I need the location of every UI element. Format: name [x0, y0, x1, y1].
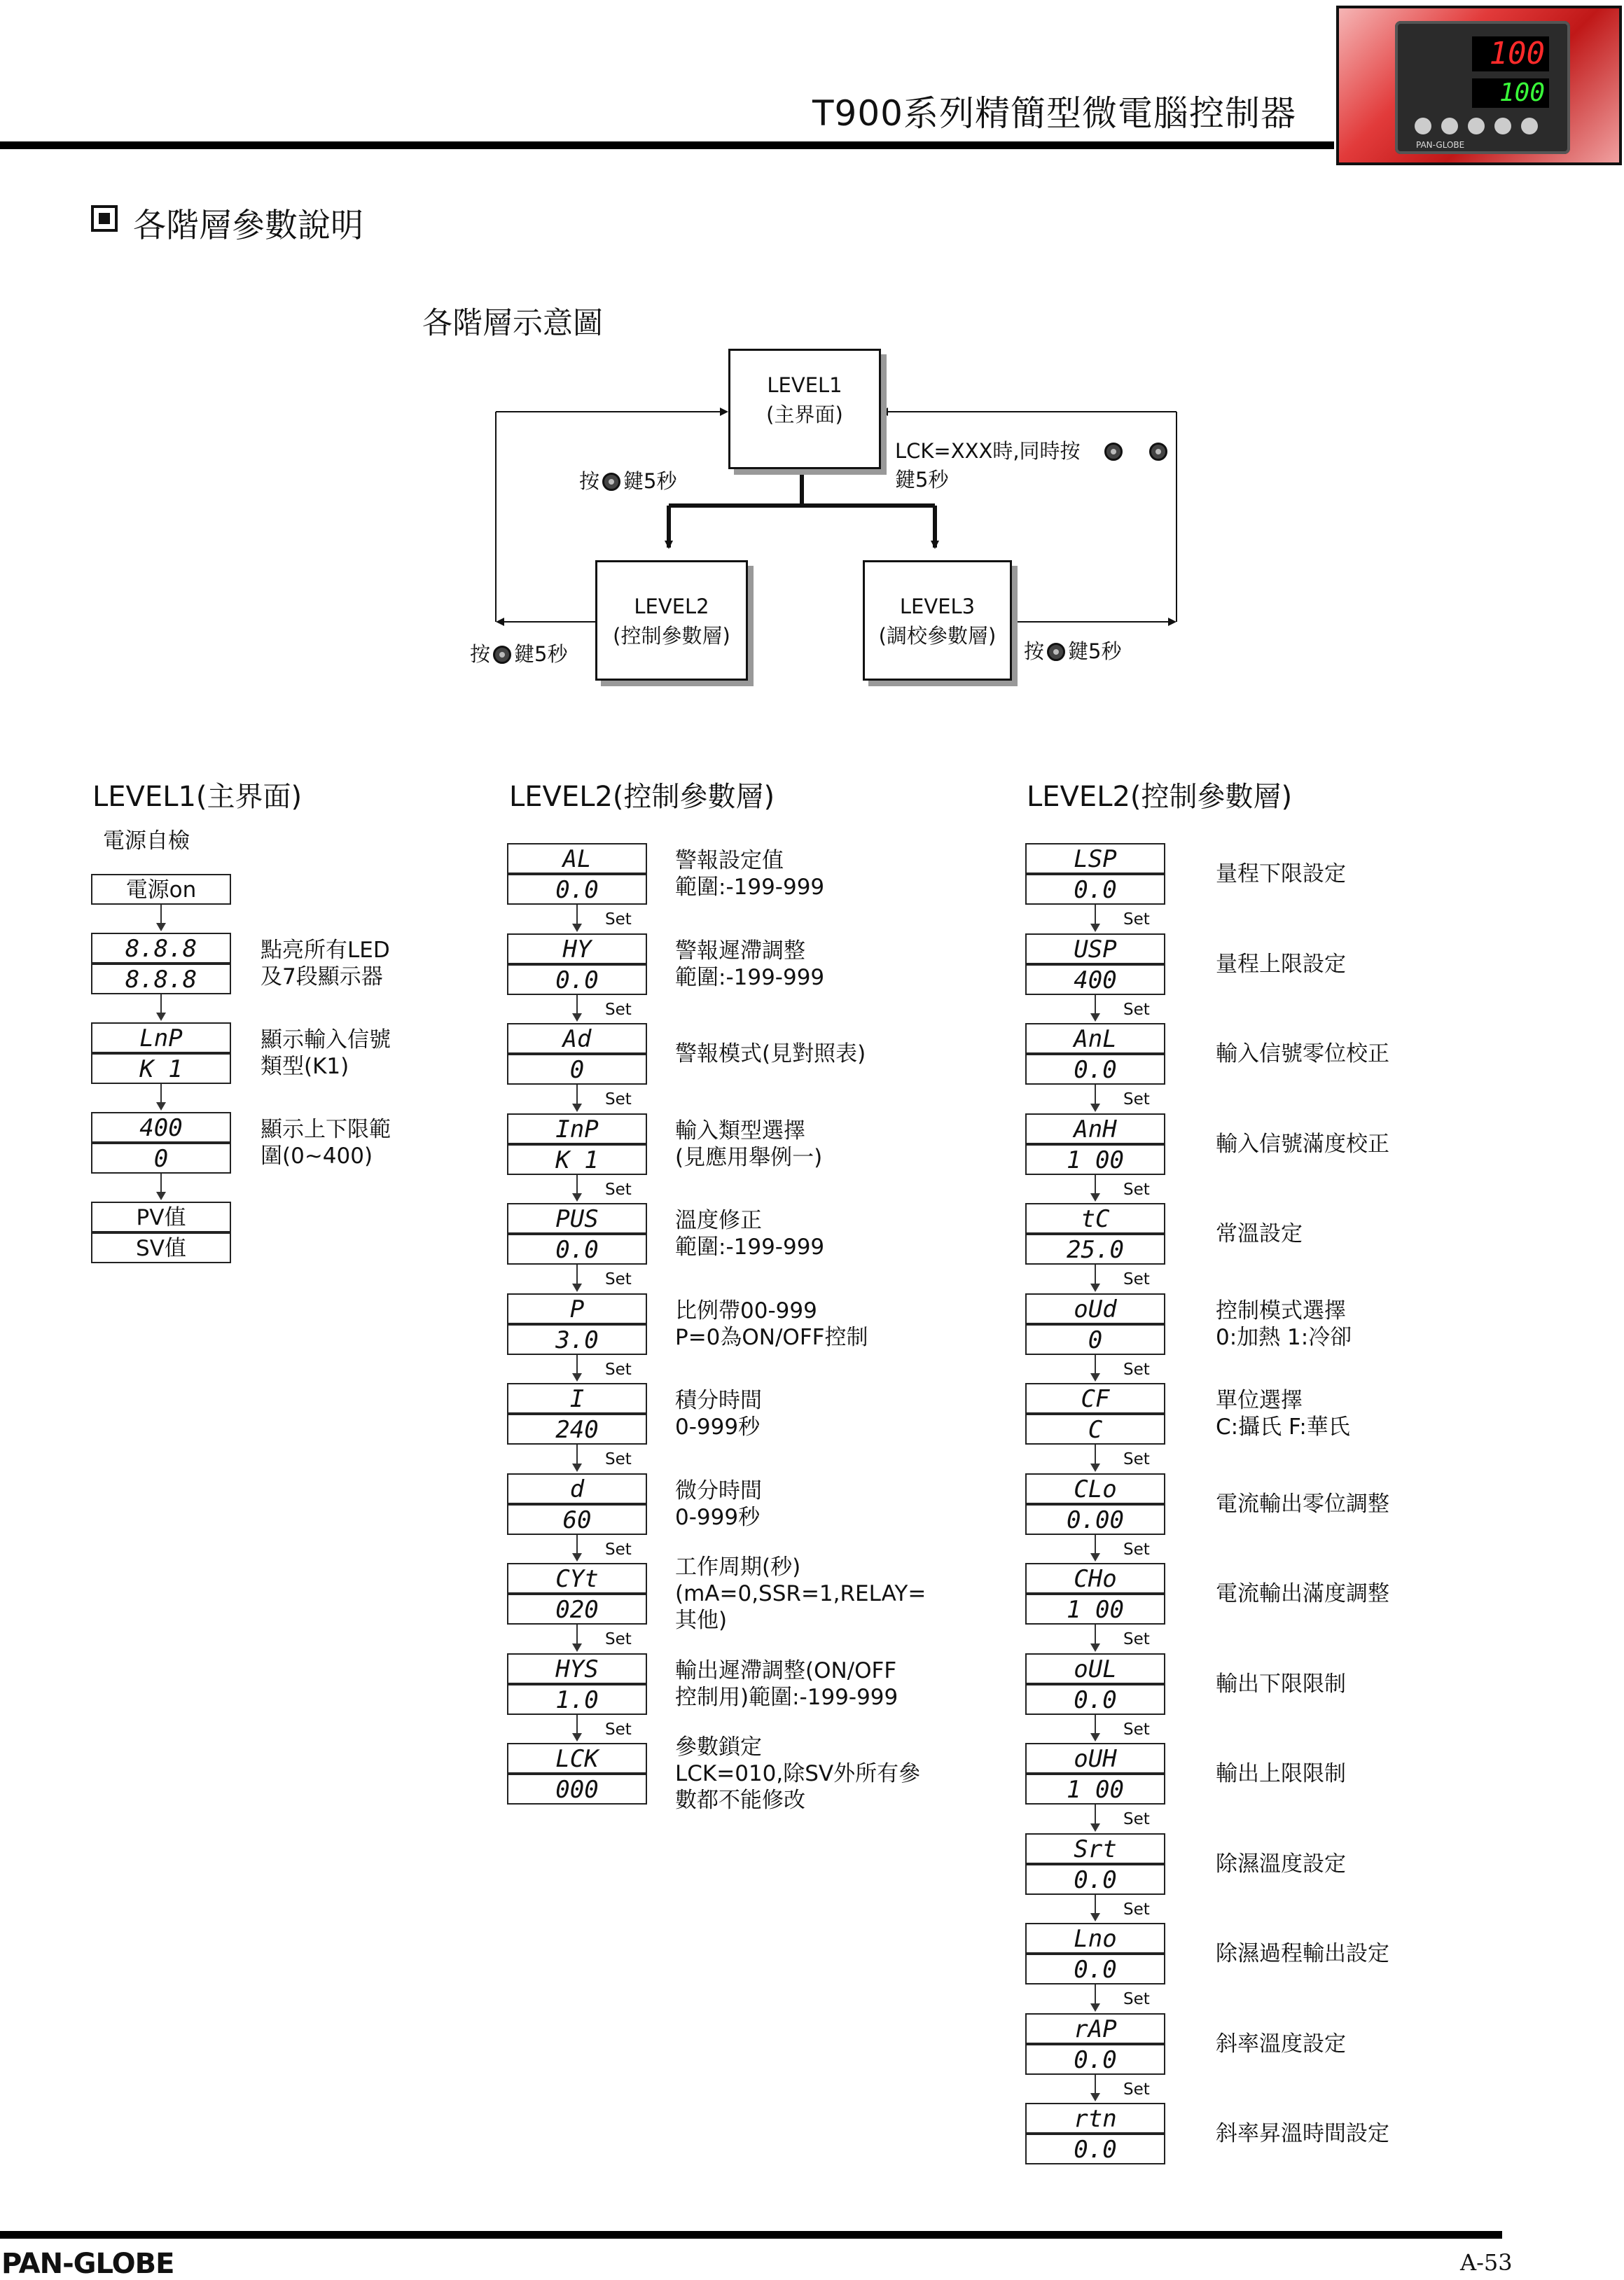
step-arrow	[1095, 1625, 1096, 1650]
parameter-description: 溫度修正	[675, 1208, 762, 1233]
display-bottom-value: K 1	[91, 1053, 231, 1084]
display-top-code: LSP	[1025, 843, 1165, 874]
parameter-description: 類型(K1)	[261, 1054, 349, 1079]
display-top-code: oUH	[1025, 1743, 1165, 1774]
parameter-description: 電流輸出零位調整	[1216, 1491, 1389, 1517]
parameter-description: 控制用)範圍:-199-999	[675, 1684, 898, 1710]
display-top-code: HY	[507, 933, 647, 964]
step-arrow	[576, 1355, 578, 1381]
parameter-description: 量程上限設定	[1216, 951, 1346, 977]
section-title: 各階層參數說明	[133, 207, 363, 245]
display-top-code: AL	[507, 843, 647, 874]
parameter-description: 警報遲滯調整	[675, 938, 805, 964]
device-pv-display: 100	[1472, 36, 1549, 71]
parameter-description: 單位選擇	[1216, 1388, 1303, 1413]
step-arrow	[1095, 905, 1096, 931]
set-key-label: Set	[605, 1270, 632, 1288]
step-arrow	[1095, 1085, 1096, 1111]
display-top-code: LCK	[507, 1743, 647, 1774]
set-key-label: Set	[1123, 1630, 1150, 1648]
level1-box-line2: (主界面)	[766, 403, 843, 426]
level2b-column-title: LEVEL2(控制參數層)	[1027, 781, 1293, 813]
parameter-description: 微分時間	[675, 1478, 762, 1503]
display-top-code: Ad	[507, 1023, 647, 1054]
display-top-code: LnP	[91, 1022, 231, 1053]
parameter-description: 輸出遲滯調整(ON/OFF	[675, 1657, 897, 1683]
parameter-description: 電流輸出滿度調整	[1216, 1581, 1389, 1606]
lck-note-line1: LCK=XXX時,同時按	[895, 439, 1081, 463]
step-arrow	[1095, 2075, 1096, 2101]
step-arrow	[160, 1174, 162, 1199]
parameter-description: 斜率昇溫時間設定	[1216, 2121, 1389, 2146]
display-top-code: P	[507, 1293, 647, 1324]
parameter-description: 警報設定值	[675, 848, 784, 873]
up-key-icon	[1149, 443, 1167, 461]
parameter-description: 點亮所有LED	[261, 938, 390, 963]
display-bottom-value: 25.0	[1025, 1234, 1165, 1265]
step-arrow	[576, 1175, 578, 1201]
parameter-description: 控制模式選擇	[1216, 1298, 1346, 1323]
set-key-label: Set	[605, 910, 632, 929]
parameter-description: P=0為ON/OFF控制	[675, 1324, 868, 1350]
parameter-description: 斜率溫度設定	[1216, 2031, 1346, 2057]
parameter-description: 及7段顯示器	[261, 964, 383, 989]
set-key-label: Set	[605, 1630, 632, 1648]
set-key-label: Set	[1123, 1720, 1150, 1739]
display-top-code: USP	[1025, 933, 1165, 964]
display-bottom-value: 0.00	[1025, 1504, 1165, 1535]
display-bottom-value: 1 00	[1025, 1594, 1165, 1625]
set-key-label: Set	[1123, 1000, 1150, 1019]
display-top-code: oUd	[1025, 1293, 1165, 1324]
display-bottom-value: 240	[507, 1414, 647, 1445]
set-key-icon	[493, 646, 511, 664]
parameter-description: 輸入類型選擇	[675, 1118, 805, 1144]
parameter-description: 0-999秒	[675, 1414, 761, 1440]
power-on-box: 電源on	[91, 874, 231, 905]
press-back-level2-note	[470, 639, 567, 667]
parameter-description: 圍(0~400)	[261, 1144, 373, 1169]
level3-box-line1: LEVEL3	[899, 595, 976, 618]
display-bottom-value: 0	[1025, 1324, 1165, 1355]
press-to-level2-note	[579, 466, 676, 494]
display-top-code: 8.8.8	[91, 933, 231, 964]
parameter-description: (見應用舉例一)	[675, 1144, 823, 1170]
set-key-label: Set	[1123, 910, 1150, 929]
set-key-label: Set	[1123, 2080, 1150, 2099]
set-key-label: Set	[1123, 1810, 1150, 1828]
parameter-description: 工作周期(秒)	[675, 1555, 801, 1580]
set-key-label: Set	[1123, 1090, 1150, 1108]
level1-column-title: LEVEL1(主界面)	[92, 781, 303, 813]
parameter-description: 積分時間	[675, 1388, 762, 1413]
hold-text: 鍵5秒	[623, 469, 677, 493]
step-arrow	[576, 1265, 578, 1291]
press-text: 按	[579, 469, 600, 493]
display-bottom-value: 1 00	[1025, 1144, 1165, 1175]
step-arrow	[1095, 1984, 1096, 2010]
step-arrow	[160, 1084, 162, 1109]
parameter-description: 輸入信號零位校正	[1216, 1041, 1389, 1066]
power-self-check-label: 電源自檢	[103, 828, 190, 854]
press-text: 按	[470, 642, 491, 666]
pv-value-box: PV值	[91, 1202, 231, 1232]
display-top-code: AnL	[1025, 1023, 1165, 1054]
display-top-code: CF	[1025, 1383, 1165, 1414]
level2-box	[595, 560, 748, 681]
level2-box-line1: LEVEL2	[634, 595, 709, 618]
page-header-title: T900系列精簡型微電腦控制器	[812, 93, 1296, 134]
set-key-icon	[602, 473, 620, 491]
parameter-description: (mA=0,SSR=1,RELAY=	[675, 1581, 926, 1606]
set-key-label: Set	[605, 1090, 632, 1108]
parameter-description: 顯示上下限範	[261, 1117, 391, 1142]
display-bottom-value: 0.0	[1025, 2134, 1165, 2164]
parameter-description: 0-999秒	[675, 1504, 761, 1530]
display-bottom-value: 0.0	[1025, 1684, 1165, 1715]
parameter-description: 輸入信號滿度校正	[1216, 1131, 1389, 1157]
parameter-description: 0:加熱 1:冷卻	[1216, 1324, 1352, 1350]
step-arrow	[1095, 1355, 1096, 1381]
set-key-label: Set	[1123, 1180, 1150, 1199]
display-bottom-value: 000	[507, 1774, 647, 1805]
step-arrow	[576, 1085, 578, 1111]
display-top-code: I	[507, 1383, 647, 1414]
parameter-description: 常溫設定	[1216, 1221, 1303, 1246]
step-arrow	[1095, 1715, 1096, 1741]
set-key-label: Set	[1123, 1990, 1150, 2008]
display-top-code: PUS	[507, 1203, 647, 1234]
display-top-code: d	[507, 1473, 647, 1504]
step-arrow	[1095, 1445, 1096, 1471]
step-arrow	[1095, 1535, 1096, 1561]
parameter-description: 除濕溫度設定	[1216, 1851, 1346, 1877]
hold-text: 鍵5秒	[1068, 639, 1122, 663]
display-bottom-value: 020	[507, 1594, 647, 1625]
set-key-label: Set	[1123, 1540, 1150, 1559]
parameter-description: 量程下限設定	[1216, 861, 1346, 887]
display-top-code: CYt	[507, 1563, 647, 1594]
set-key-label: Set	[1123, 1900, 1150, 1919]
lck-note-line2: 鍵5秒	[895, 468, 949, 492]
display-bottom-value: 0.0	[507, 874, 647, 905]
display-bottom-value: K 1	[507, 1144, 647, 1175]
set-key-label: Set	[605, 1360, 632, 1379]
display-top-code: Lno	[1025, 1923, 1165, 1954]
level2-column-title: LEVEL2(控制參數層)	[509, 781, 775, 813]
parameter-description: 輸出下限限制	[1216, 1671, 1346, 1697]
step-arrow	[576, 905, 578, 931]
display-bottom-value: 3.0	[507, 1324, 647, 1355]
step-arrow	[1095, 1265, 1096, 1291]
set-key-label: Set	[1123, 1270, 1150, 1288]
display-top-code: oUL	[1025, 1653, 1165, 1684]
display-top-code: InP	[507, 1113, 647, 1144]
display-bottom-value: 1.0	[507, 1684, 647, 1715]
display-bottom-value: 0.0	[1025, 1864, 1165, 1895]
down-key-icon	[1104, 443, 1123, 461]
parameter-description: 輸出上限限制	[1216, 1761, 1346, 1786]
level1-box	[728, 349, 881, 469]
diagram-title: 各階層示意圖	[422, 306, 603, 341]
set-key-icon	[1047, 643, 1065, 661]
press-text: 按	[1024, 639, 1045, 663]
footer-rule	[0, 2231, 1502, 2239]
set-key-label: Set	[605, 1180, 632, 1199]
display-top-code: CLo	[1025, 1473, 1165, 1504]
level3-box	[863, 560, 1012, 681]
display-bottom-value: 0.0	[1025, 1954, 1165, 1984]
display-bottom-value: C	[1025, 1414, 1165, 1445]
level2-box-line2: (控制參數層)	[613, 624, 730, 648]
step-arrow	[576, 1535, 578, 1561]
level3-box-line2: (調校參數層)	[878, 624, 997, 648]
display-bottom-value: 0.0	[1025, 874, 1165, 905]
parameter-description: 範圍:-199-999	[675, 875, 825, 900]
display-bottom-value: 0.0	[507, 964, 647, 995]
device-brand: PAN-GLOBE	[1416, 140, 1465, 150]
display-top-code: rAP	[1025, 2013, 1165, 2044]
display-top-code: tC	[1025, 1203, 1165, 1234]
step-arrow	[1095, 1805, 1096, 1830]
level1-box-line1: LEVEL1	[767, 373, 842, 397]
set-key-label: Set	[605, 1720, 632, 1739]
display-top-code: 400	[91, 1112, 231, 1143]
parameter-description: 數都不能修改	[675, 1788, 805, 1813]
step-arrow	[576, 1625, 578, 1650]
set-key-label: Set	[1123, 1360, 1150, 1379]
page-number: A-53	[1460, 2249, 1513, 2276]
step-arrow	[576, 995, 578, 1021]
display-top-code: HYS	[507, 1653, 647, 1684]
display-bottom-value: 0.0	[1025, 2044, 1165, 2075]
step-arrow	[576, 1715, 578, 1741]
set-key-label: Set	[1123, 1450, 1150, 1468]
display-bottom-value: 1 00	[1025, 1774, 1165, 1805]
parameter-description: LCK=010,除SV外所有參	[675, 1761, 921, 1786]
set-key-label: Set	[605, 1540, 632, 1559]
display-bottom-value: 8.8.8	[91, 964, 231, 994]
step-arrow	[576, 1445, 578, 1471]
sv-value-box: SV值	[91, 1232, 231, 1263]
step-arrow	[1095, 1175, 1096, 1201]
display-bottom-value: 0	[91, 1143, 231, 1174]
parameter-description: 警報模式(見對照表)	[675, 1041, 866, 1066]
display-bottom-value: 0	[507, 1054, 647, 1085]
step-arrow	[1095, 995, 1096, 1021]
parameter-description: 除濕過程輸出設定	[1216, 1941, 1389, 1966]
display-top-code: Srt	[1025, 1833, 1165, 1864]
device-sv-display: 100	[1472, 78, 1549, 108]
set-key-label: Set	[605, 1450, 632, 1468]
display-top-code: rtn	[1025, 2103, 1165, 2134]
display-bottom-value: 400	[1025, 964, 1165, 995]
display-bottom-value: 0.0	[1025, 1054, 1165, 1085]
step-arrow	[160, 905, 162, 930]
lck-note	[895, 436, 1170, 493]
hold-text: 鍵5秒	[514, 642, 568, 666]
display-top-code: CHo	[1025, 1563, 1165, 1594]
parameter-description: C:攝氏 F:華氏	[1216, 1414, 1350, 1440]
parameter-description: 比例帶00-999	[675, 1298, 817, 1323]
parameter-description: 範圍:-199-999	[675, 964, 825, 990]
press-back-level3-note	[1024, 636, 1121, 665]
parameter-description: 其他)	[675, 1608, 728, 1633]
parameter-description: 顯示輸入信號	[261, 1027, 391, 1052]
parameter-description: 參數鎖定	[675, 1735, 762, 1760]
display-top-code: AnH	[1025, 1113, 1165, 1144]
parameter-description: 範圍:-199-999	[675, 1235, 825, 1260]
footer-logo: PAN-GLOBE	[1, 2248, 174, 2280]
step-arrow	[1095, 1895, 1096, 1921]
display-bottom-value: 0.0	[507, 1234, 647, 1265]
set-key-label: Set	[605, 1000, 632, 1019]
display-bottom-value: 60	[507, 1504, 647, 1535]
step-arrow	[160, 994, 162, 1020]
